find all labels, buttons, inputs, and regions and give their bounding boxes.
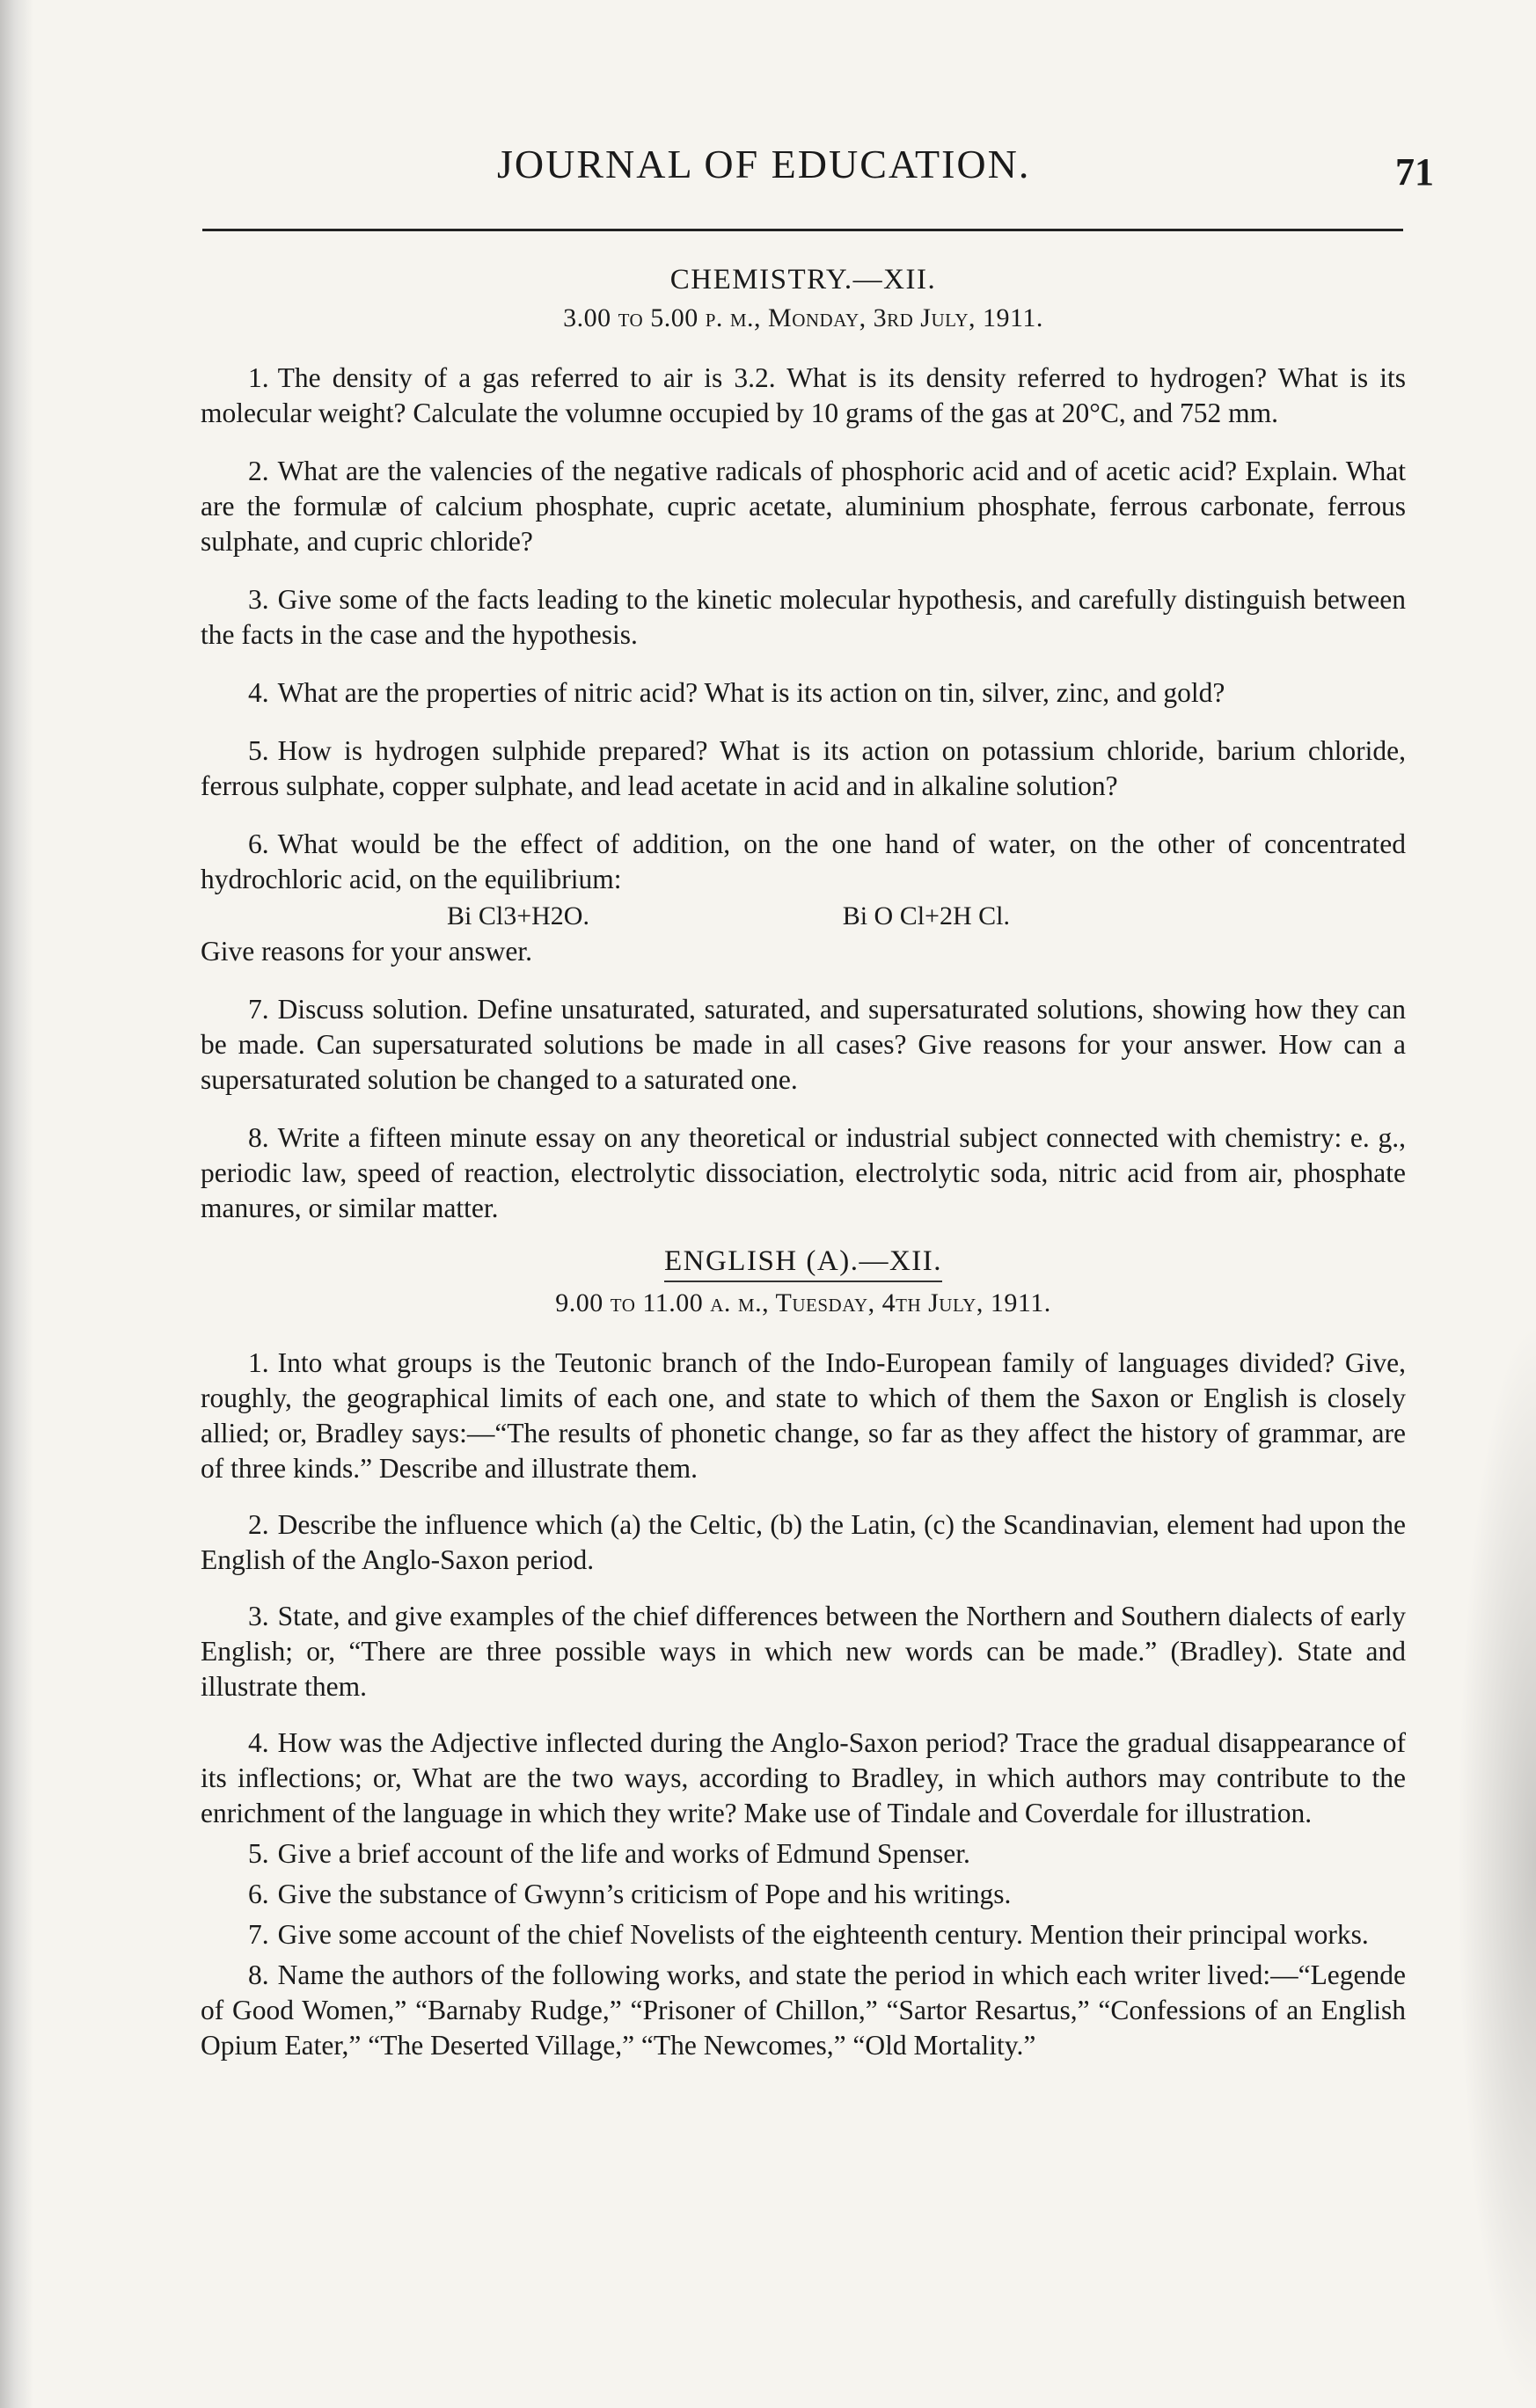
equation-right: Bi O Cl+2H Cl. [842,901,1010,930]
eng-question-2 [201,1507,1406,1578]
question-number: 6. [248,828,269,859]
eng-question-8 [201,1958,1406,2063]
english-time: 9.00 to 11.00 a. m., Tuesday, 4th July, 1911. [555,1288,1051,1317]
question-text: Write a fifteen minute essay on any theoretical or industrial subject connected with chemistry: e. g., periodic law, speed of reaction, electrolytic dissociation, electrolytic soda, nitric acid from air, phosphate manures, or similar matter. [201,1122,1406,1223]
running-head: JOURNAL OF EDUCATION. [497,142,1031,186]
chem-question-1 [201,361,1406,431]
chem-question-2 [201,454,1406,559]
question-text: Give the substance of Gwynn’s criticism of Pope and his writings. [277,1879,1012,1909]
equation-followup: Give reasons for your answer. [201,936,533,967]
question-number: 1. [248,362,269,393]
page-number: 71 [1395,150,1434,193]
question-number: 2. [248,456,269,486]
chemistry-time: 3.00 to 5.00 p. m., Monday, 3rd July, 1911. [563,303,1043,332]
question-text: State, and give examples of the chief differences between the Northern and Southern dialects of early English; or, “There are three possible ways in which new words can be made.” (Bradley). State and illustrate them. [201,1601,1406,1702]
question-number: 3. [248,1601,269,1631]
scan-shadow-left [0,0,33,2408]
question-number: 8. [248,1122,269,1153]
eng-question-4 [201,1726,1406,1831]
question-number: 6. [248,1879,269,1909]
equation-left: Bi Cl3+H2O. [447,901,589,930]
chemistry-section [201,262,1406,1226]
eng-question-1 [201,1346,1406,1486]
question-text: What are the valencies of the negative radicals of phosphoric acid and of acetic acid? Explain. What are the formulæ of calcium phosphate, cupric acetate, aluminium phosphate, ferrous carbonate, ferrous sulphate, and cupric chloride? [201,456,1406,557]
question-number: 8. [248,1959,269,1990]
chemistry-title: CHEMISTRY.—XII. [669,264,937,296]
question-text: The density of a gas referred to air is 3.2. What is its density referred to hydrogen? What is its molecular weight? Calculate the volumne occupied by 10 grams of the gas at 20°C, and 752 mm. [201,362,1406,428]
chem-question-8 [201,1120,1406,1226]
chem-question-6 [201,827,1406,897]
chem-question-4 [201,675,1406,711]
english-title-text: ENGLISH (A).—XII. [664,1244,942,1282]
question-text: Give a brief account of the life and works of Edmund Spenser. [277,1838,970,1869]
question-number: 4. [248,1727,269,1758]
eng-question-7 [201,1917,1406,1952]
chem-question-5 [201,733,1406,804]
question-text: What would be the effect of addition, on the one hand of water, on the other of concentrated hydrochloric acid, on the equilibrium: [201,828,1406,894]
question-number: 3. [248,584,269,615]
english-section [201,1244,1406,2063]
question-text: Into what groups is the Teutonic branch of the Indo-European family of languages divided? Give, roughly, the geographical limits of each one, and state to which of them the Saxon or English is closely allied; or, Bradley says:—“The results of phonetic change, so far as they affect the history of grammar, are of three kinds.” Describe and illustrate them. [201,1347,1406,1484]
chemical-equation [447,899,1010,934]
question-number: 7. [248,994,269,1025]
eng-question-6 [201,1877,1406,1912]
question-text: What are the properties of nitric acid? What is its action on tin, silver, zinc, and gold? [277,677,1225,708]
question-text: Give some account of the chief Novelists of the eighteenth century. Mention their principal works. [277,1919,1369,1950]
chem-question-7 [201,992,1406,1098]
question-text: Discuss solution. Define unsaturated, saturated, and supersaturated solutions, showing how they can be made. Can supersaturated solutions be made in all cases? Give reasons for your answer. How can a supersaturated solution be changed to a saturated one. [201,994,1406,1095]
english-title [201,1244,1406,1282]
eng-question-3 [201,1599,1406,1704]
header-rule [202,229,1403,231]
question-number: 5. [248,735,269,766]
question-text: Give some of the facts leading to the kinetic molecular hypothesis, and carefully distinguish between the facts in the case and the hypothesis. [201,584,1406,650]
question-text: Name the authors of the following works, and state the period in which each writer lived:—“Legende of Good Women,” “Barnaby Rudge,” “Prisoner of Chillon,” “Sartor Resartus,” “Confessions of an English Opium Eater,” “The Deserted Village,” “The Newcomes,” “Old Mortality.” [201,1959,1406,2061]
scan-shadow-right [1457,1319,1536,2408]
question-number: 1. [248,1347,269,1378]
question-number: 4. [248,677,269,708]
question-text: How is hydrogen sulphide prepared? What is its action on potassium chloride, barium chloride, ferrous sulphate, copper sulphate, and lead acetate in acid and in alkaline solution? [201,735,1406,801]
question-number: 5. [248,1838,269,1869]
eng-question-5 [201,1836,1406,1872]
question-text: How was the Adjective inflected during the Anglo-Saxon period? Trace the gradual disappearance of its inflections; or, What are the two ways, according to Bradley, in which authors may contribute to the enrichment of the language in which they write? Make use of Tindale and Coverdale for illustration. [201,1727,1406,1828]
text-column [201,262,1406,2069]
question-text: Describe the influence which (a) the Celtic, (b) the Latin, (c) the Scandinavian, element had upon the English of the Anglo-Saxon period. [201,1509,1406,1575]
question-number: 2. [248,1509,269,1540]
question-number: 7. [248,1919,269,1950]
page-header [202,141,1434,211]
chem-question-3 [201,582,1406,653]
